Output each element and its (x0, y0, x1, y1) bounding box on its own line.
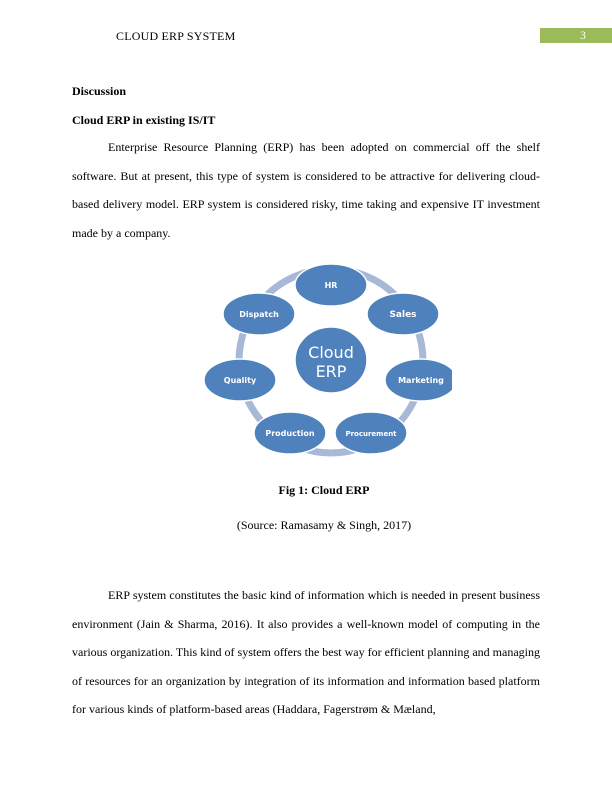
node-marketing (385, 359, 452, 401)
center-node (295, 327, 367, 393)
node-label-hr: HR (324, 281, 338, 290)
node-hr (295, 264, 367, 306)
center-label-line1: Cloud (308, 343, 354, 362)
node-label-sales: Sales (389, 310, 417, 320)
figure-source: (Source: Ramasamy & Singh, 2017) (236, 518, 412, 532)
section-subheading: Cloud ERP in existing IS/IT (72, 113, 216, 127)
figure-caption: Fig 1: Cloud ERP (278, 483, 370, 497)
node-label-production: Production (265, 429, 315, 438)
page-number: 3 (580, 28, 586, 42)
section-heading: Discussion (72, 84, 127, 98)
node-label-dispatch: Dispatch (239, 310, 279, 319)
running-header-title: CLOUD ERP SYSTEM (116, 29, 236, 43)
page-number-bar (540, 28, 612, 43)
node-label-marketing: Marketing (398, 376, 444, 385)
node-dispatch (223, 293, 295, 335)
node-production (254, 412, 326, 454)
center-label-line2: ERP (315, 362, 347, 381)
node-label-procurement: Procurement (345, 430, 397, 438)
node-label-quality: Quality (223, 376, 257, 385)
node-quality (204, 359, 276, 401)
cloud-erp-diagram (200, 262, 452, 458)
node-procurement (335, 412, 407, 454)
paragraph-intro: Enterprise Resource Planning (ERP) has been adopted on commercial off the shelf software. But at present, this type of system is considered to be attractive for delivering cloud-based delivery model. ERP system is considered risky, time taking and expensive IT investment made by a company. (72, 140, 540, 240)
node-sales (367, 293, 439, 335)
paragraph-body: ERP system constitutes the basic kind of information which is needed in present business environment (Jain & Sharma, 2016). It also provides a well-known model of computing in the various organization. This kind of system offers the best way for efficient planning and managing of resources for an organization by integration of its information and information based platform for various kinds of platform-based areas (Haddara, Fagerstrøm & Mæland, (72, 588, 541, 716)
